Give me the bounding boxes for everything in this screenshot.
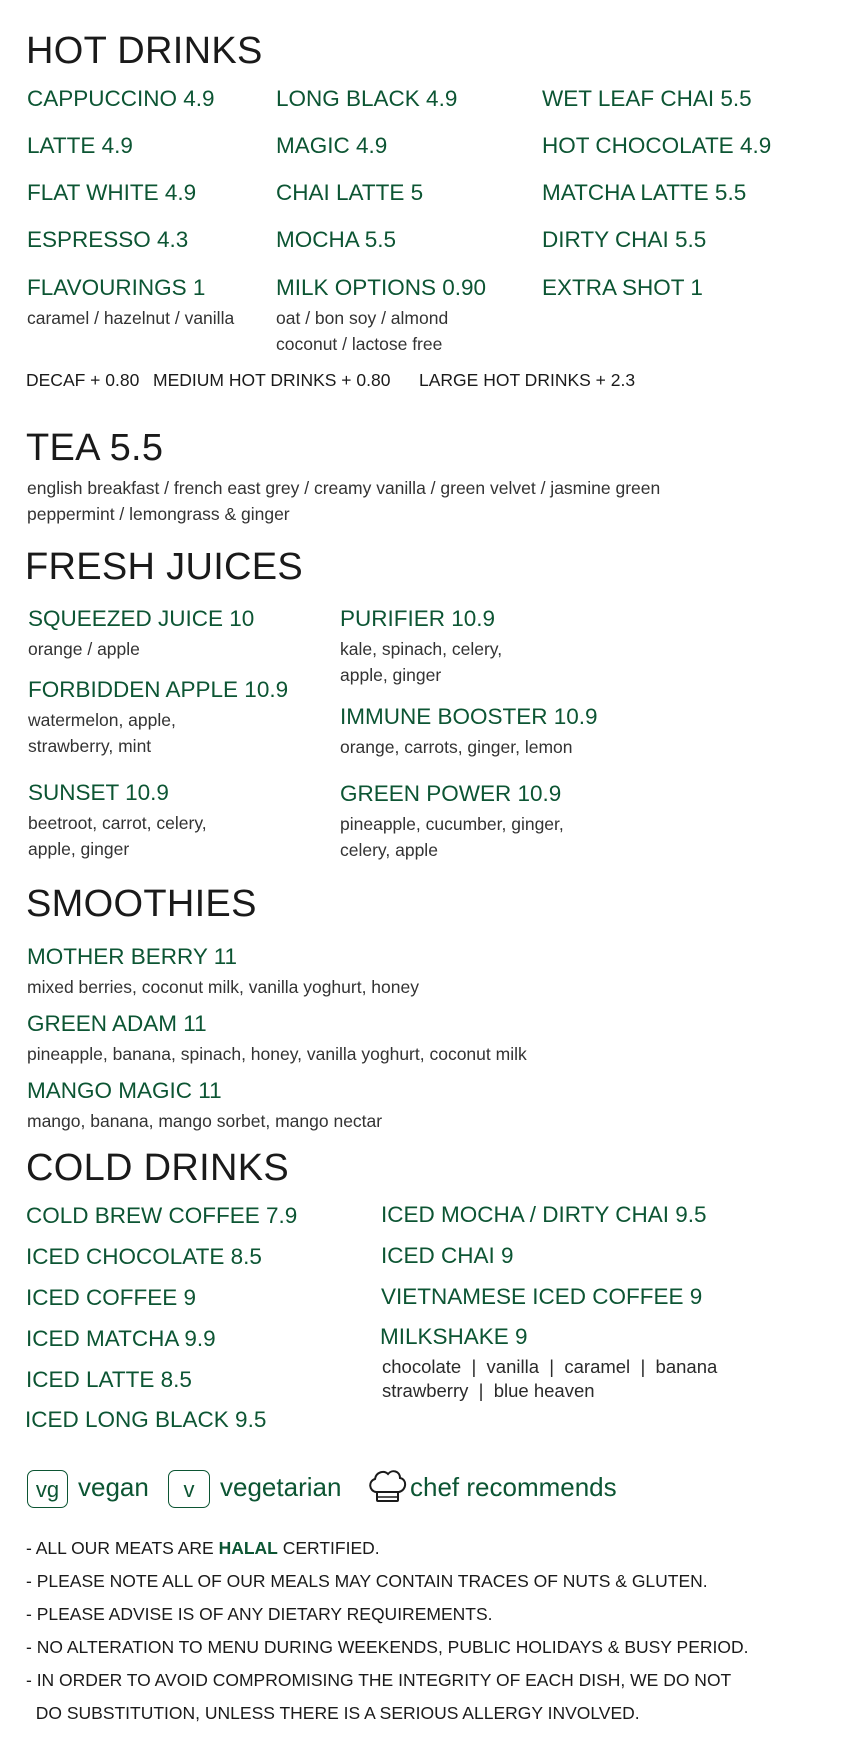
halal-word: HALAL	[218, 1538, 278, 1558]
flavourings-item: FLAVOURINGS 1	[27, 275, 206, 300]
hot-drink-item: LONG BLACK 4.9	[276, 86, 458, 111]
fresh-juices-title: FRESH JUICES	[25, 546, 304, 588]
halal-note-post: CERTIFIED.	[277, 1538, 380, 1558]
juice-desc: orange / apple	[28, 639, 140, 659]
chef-recommends-label: chef recommends	[410, 1472, 617, 1502]
hot-drink-item: MAGIC 4.9	[276, 133, 388, 158]
hot-drink-item: MATCHA LATTE 5.5	[542, 180, 747, 205]
hot-drink-item: WET LEAF CHAI 5.5	[542, 86, 752, 111]
substitution-note: DO SUBSTITUTION, UNLESS THERE IS A SERIOUS ALLERGY INVOLVED.	[26, 1703, 640, 1723]
vegetarian-badge-text: v	[183, 1477, 195, 1502]
tea-varieties: english breakfast / french east grey / creamy vanilla / green velvet / jasmine green	[27, 478, 661, 498]
cold-drink-item: ICED LATTE 8.5	[26, 1367, 192, 1392]
juice-desc: strawberry, mint	[28, 736, 152, 756]
juice-desc: orange, carrots, ginger, lemon	[340, 737, 573, 757]
cold-drink-item: ICED MOCHA / DIRTY CHAI 9.5	[381, 1202, 707, 1227]
milk-options-desc: oat / bon soy / almond	[276, 308, 449, 328]
substitution-note: - IN ORDER TO AVOID COMPROMISING THE INTEGRITY OF EACH DISH, WE DO NOT	[26, 1670, 732, 1690]
hot-drinks-title: HOT DRINKS	[26, 30, 263, 72]
smoothie-desc: mango, banana, mango sorbet, mango nectar	[27, 1111, 383, 1131]
vegan-badge-text: vg	[35, 1477, 60, 1502]
smoothie-item: MANGO MAGIC 11	[27, 1078, 222, 1103]
hot-drink-item: LATTE 4.9	[27, 133, 133, 158]
juice-item: SQUEEZED JUICE 10	[28, 606, 255, 631]
juice-desc: kale, spinach, celery,	[340, 639, 503, 659]
juice-item: SUNSET 10.9	[28, 780, 169, 805]
alteration-note: - NO ALTERATION TO MENU DURING WEEKENDS, PUBLIC HOLIDAYS & BUSY PERIOD.	[26, 1637, 749, 1657]
juice-desc: celery, apple	[340, 840, 438, 860]
smoothie-item: GREEN ADAM 11	[27, 1011, 207, 1036]
smoothie-desc: pineapple, banana, spinach, honey, vanilla yoghurt, coconut milk	[27, 1044, 527, 1064]
cold-drink-item: COLD BREW COFFEE 7.9	[26, 1203, 298, 1228]
large-extra: LARGE HOT DRINKS + 2.3	[419, 370, 636, 390]
hot-drink-item: ESPRESSO 4.3	[27, 227, 189, 252]
halal-note-pre: - ALL OUR MEATS ARE	[26, 1538, 219, 1558]
smoothie-desc: mixed berries, coconut milk, vanilla yoghurt, honey	[27, 977, 419, 997]
juice-item: FORBIDDEN APPLE 10.9	[28, 677, 289, 702]
juice-desc: watermelon, apple,	[28, 710, 176, 730]
vegan-label: vegan	[78, 1472, 149, 1502]
dietary-note: - PLEASE ADVISE IS OF ANY DIETARY REQUIREMENTS.	[26, 1604, 493, 1624]
juice-desc: apple, ginger	[28, 839, 130, 859]
flavourings-desc: caramel / hazelnut / vanilla	[27, 308, 235, 328]
medium-extra: MEDIUM HOT DRINKS + 0.80	[153, 370, 391, 390]
vegetarian-badge-icon	[168, 1470, 210, 1508]
hot-drink-item: DIRTY CHAI 5.5	[542, 227, 707, 252]
juice-item: GREEN POWER 10.9	[340, 781, 562, 806]
milk-options-item: MILK OPTIONS 0.90	[276, 275, 487, 300]
cold-drink-item: ICED CHAI 9	[381, 1243, 514, 1268]
extra-shot-item: EXTRA SHOT 1	[542, 275, 703, 300]
smoothies-title: SMOOTHIES	[26, 883, 257, 925]
vegetarian-label: vegetarian	[220, 1472, 342, 1502]
halal-note	[26, 1538, 380, 1559]
cold-drink-item: ICED MATCHA 9.9	[26, 1326, 216, 1351]
cold-drink-item: ICED LONG BLACK 9.5	[25, 1407, 267, 1432]
cold-drink-item: MILKSHAKE 9	[380, 1324, 528, 1349]
tea-varieties: peppermint / lemongrass & ginger	[27, 504, 290, 524]
tea-title: TEA 5.5	[26, 427, 164, 469]
vegan-badge-icon	[27, 1470, 68, 1508]
decaf-extra: DECAF + 0.80	[26, 370, 140, 390]
cold-drink-item: ICED CHOCOLATE 8.5	[26, 1244, 262, 1269]
juice-item: PURIFIER 10.9	[340, 606, 496, 631]
hot-drink-item: HOT CHOCOLATE 4.9	[542, 133, 772, 158]
cold-drink-item: VIETNAMESE ICED COFFEE 9	[381, 1284, 703, 1309]
milkshake-flavours: strawberry | blue heaven	[382, 1380, 595, 1401]
hot-drink-item: CAPPUCCINO 4.9	[27, 86, 215, 111]
smoothie-item: MOTHER BERRY 11	[27, 944, 238, 969]
chef-hat-icon	[367, 1468, 407, 1506]
hot-drink-item: CHAI LATTE 5	[276, 180, 424, 205]
milkshake-flavours: chocolate | vanilla | caramel | banana	[382, 1356, 718, 1377]
hot-drink-item: FLAT WHITE 4.9	[27, 180, 197, 205]
hot-drink-item: MOCHA 5.5	[276, 227, 397, 252]
allergen-note: - PLEASE NOTE ALL OF OUR MEALS MAY CONTAIN TRACES OF NUTS & GLUTEN.	[26, 1571, 708, 1591]
juice-desc: apple, ginger	[340, 665, 442, 685]
milk-options-desc: coconut / lactose free	[276, 334, 443, 354]
cold-drink-item: ICED COFFEE 9	[26, 1285, 197, 1310]
juice-item: IMMUNE BOOSTER 10.9	[340, 704, 598, 729]
juice-desc: pineapple, cucumber, ginger,	[340, 814, 564, 834]
cold-drinks-title: COLD DRINKS	[26, 1147, 290, 1189]
juice-desc: beetroot, carrot, celery,	[28, 813, 207, 833]
